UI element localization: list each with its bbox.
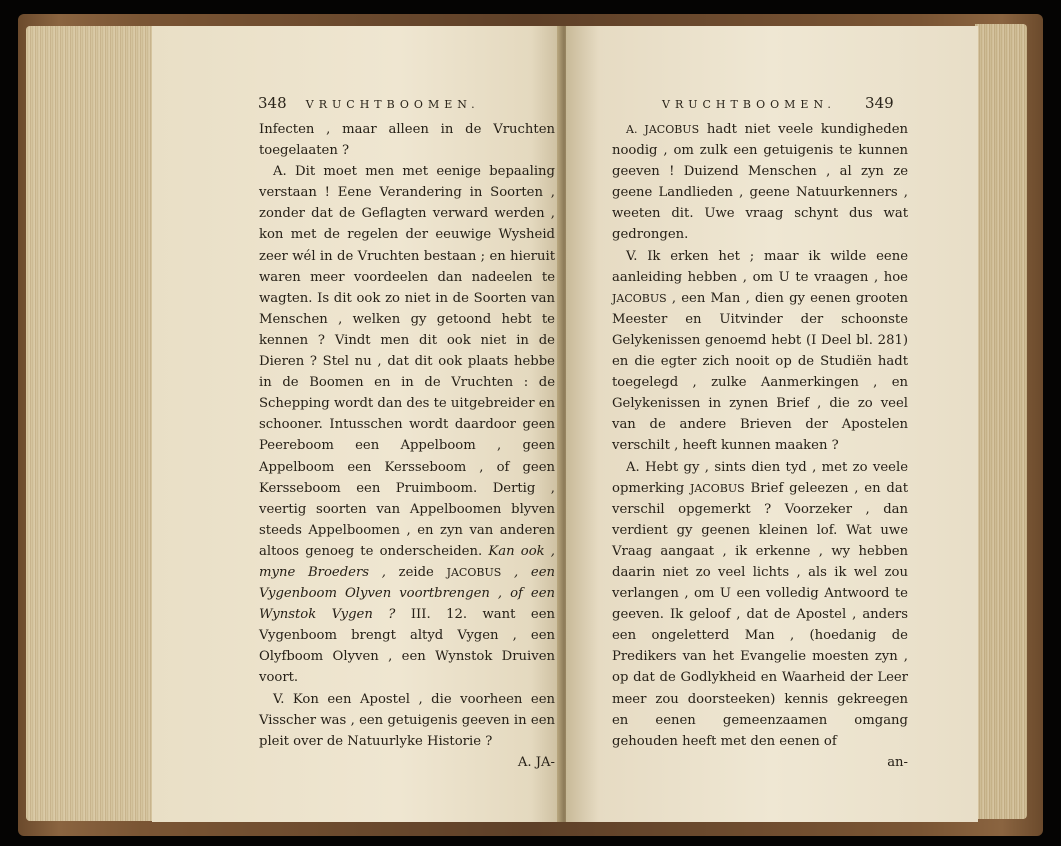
right-p3-text-b: Brief geleezen , en dat verschil opgemerkt ? Voorzeker , dan verdient gy geenen kleinen lof. Wat uwe Vraag aangaat , ik erkenne , wy hebben daarin niet zo veel lichts , als ik wel zou verlangen , om U een volledig Antwoord te geeven. Ik geloof , dat de Apostel , anders een ongeletterd Man , (hoedanig de Predikers van het Evangelie moesten zyn , op dat de Godlykheid en Waarheid der Leer meer zou doorsteeken) kennis gekreegen en eenen gemeenzaamen omgang gehouden heeft met den eenen of	[612, 480, 908, 749]
right-text-block	[612, 119, 908, 773]
right-catchword: an-	[887, 754, 908, 770]
left-text-block	[259, 119, 555, 773]
right-p3-name: JACOBUS	[689, 481, 745, 495]
left-page-number: 348	[258, 94, 287, 112]
left-paragraph-3: V. Kon een Apostel , die voorheen een Visscher was , een getuigenis geeven in een pleit over de Natuurlyke Historie ?	[259, 691, 555, 749]
right-p3-text-a: A. Hebt gy , sints dien tyd , met zo veele opmerking	[612, 459, 908, 496]
right-p2-name: JACOBUS	[612, 291, 667, 305]
right-header	[662, 94, 894, 112]
right-running-title: VRUCHTBOOMEN.	[662, 98, 836, 111]
right-paragraph-2	[612, 246, 908, 457]
left-p2-text-a: A. Dit moet men met eenige bepaaling verstaan ! Eene Verandering in Soorten , zonder dat de Geflagten verward werden , kon met de regelen der eeuwige Wysheid zeer wél in de Vruchten bestaan ; en hieruit waren meer voordeelen dan nadeelen te wagten. Is dit ook zo niet in de Soorten van Menschen , welken gy getoond hebt te kennen ? Vindt men dit ook niet in de Dieren ? Stel nu , dat dit ook plaats hebbe in de Boomen en in de Vruchten : de Schepping wordt dan des te uitgebreider en schooner. Intusschen wordt daardoor geen Peereboom een Appelboom , geen Appelboom een Kersseboom , of geen Kersseboom een Pruimboom. Dertig , veertig soorten van Appelboomen blyven steeds Appelboomen , en zyn van anderen altoos genoeg te onderscheiden.	[259, 164, 555, 559]
right-page	[566, 26, 978, 822]
left-p2-quote-2: , een Vygenboom Olyven voortbrengen , of een Wynstok Vygen ?	[259, 564, 555, 623]
left-p2-quote: Kan ook , myne Broeders ,	[259, 543, 556, 580]
left-paragraph-2	[259, 161, 555, 688]
right-page-number: 349	[865, 94, 894, 112]
left-p2-name: JACOBUS	[446, 565, 502, 579]
left-p2-text-b: zeide	[398, 564, 434, 580]
right-p2-text-a: V. Ik erken het ; maar ik wilde eene aanleiding hebben , om U te vraagen , hoe	[612, 248, 908, 285]
left-paragraph-1: Infecten , maar alleen in de Vruchten toegelaaten ?	[259, 122, 555, 159]
left-header	[258, 94, 480, 112]
left-catchword: A. JA-	[517, 754, 555, 770]
left-p2-text-c: III. 12. want een Vygenboom brengt altyd Vygen , een Olyfboom Olyven , een Wynstok Druiven voort.	[259, 607, 555, 686]
left-page	[152, 26, 564, 822]
page-edges-left	[26, 26, 154, 821]
right-paragraph-3	[612, 457, 908, 752]
right-paragraph-1	[612, 119, 908, 246]
right-p1-text: hadt niet veele kundigheden noodig , om zulk een getuigenis te kunnen geeven ! Duizend Menschen , al zyn ze geene Landlieden , geene Natuurkenners , weeten dit. Uwe vraag schynt dus wat gedrongen.	[612, 122, 909, 243]
right-p1-name: A. JACOBUS	[626, 123, 700, 136]
page-edges-right	[975, 24, 1027, 819]
right-p2-text-b: , een Man , dien gy eenen grooten Meester en Uitvinder der schoonste Gelykenissen genoemd hebt (I Deel bl. 281) en die egter zich nooit op de Studiën hadt toegelegd , zulke Aanmerkingen , en Gelykenissen in zynen Brief , die zo veel van de andere Brieven der Apostelen verschilt , heeft kunnen maaken ?	[612, 290, 908, 454]
left-running-title: VRUCHTBOOMEN.	[305, 98, 480, 111]
